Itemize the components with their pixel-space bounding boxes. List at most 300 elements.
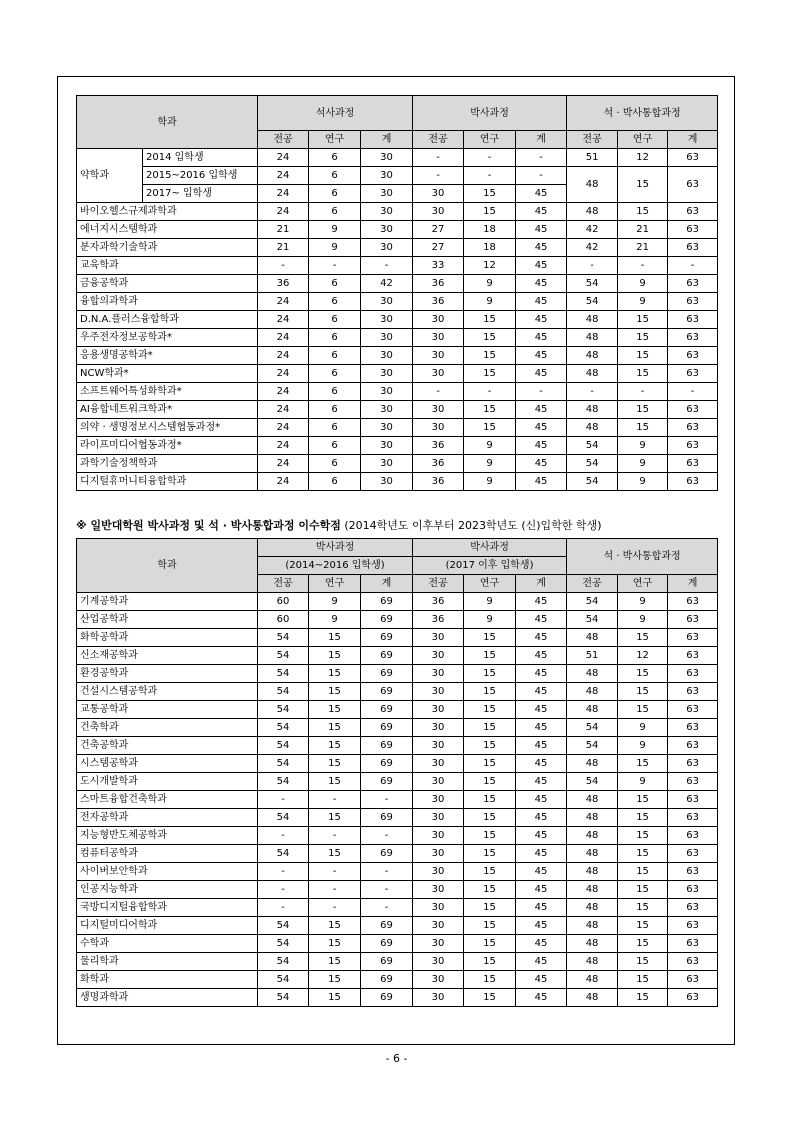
table-cell: 54 [258,629,309,647]
table-row [77,665,718,683]
table-cell: - [309,791,361,809]
table-cell: 24 [258,311,309,329]
table-cell: 63 [668,455,718,473]
table-cell: 45 [516,221,567,239]
subheader-cell: 전공 [413,575,464,593]
table-cell: 45 [516,593,567,611]
table-cell: 69 [361,845,413,863]
table-cell: - [618,257,668,275]
table-cell: 63 [668,971,718,989]
table-cell: - [516,149,567,167]
table-cell: 30 [413,989,464,1007]
subheader-cell: 연구 [309,575,361,593]
table-cell: 15 [618,365,668,383]
table-cell: 30 [413,419,464,437]
caption-normal: (2014학년도 이후부터 2023학년도 (신)입학한 학생) [340,519,602,532]
table-cell: 69 [361,971,413,989]
table-cell: - [309,257,361,275]
table-cell: 63 [668,791,718,809]
table-cell: 9 [309,239,361,257]
table-cell: 63 [668,401,718,419]
table-row [77,311,718,329]
table-cell: 48 [567,167,618,203]
table-row [77,419,718,437]
table-cell: 30 [361,293,413,311]
table-cell: 63 [668,917,718,935]
table-cell: 30 [413,845,464,863]
table-cell: 69 [361,629,413,647]
table-cell: - [309,881,361,899]
table-cell: 30 [413,329,464,347]
table-cell: 45 [516,989,567,1007]
table-cell: 15 [464,755,516,773]
doctoral-2014-period: (2014~2016 입학생) [258,557,413,575]
table-cell: 15 [464,899,516,917]
table-cell: 45 [516,473,567,491]
table-cell: 15 [464,701,516,719]
integrated-header: 석 · 박사통합과정 [567,96,718,131]
table-cell: 45 [516,401,567,419]
table-cell: 48 [567,365,618,383]
dept-name-cell: 교육학과 [77,257,258,275]
table-cell: 63 [668,203,718,221]
table-cell: 48 [567,665,618,683]
table-cell: 15 [618,863,668,881]
table-cell: 15 [309,773,361,791]
table-cell: 15 [618,629,668,647]
dept-name-cell: 과학기술정책학과 [77,455,258,473]
table-cell: 15 [464,629,516,647]
table-cell: 30 [413,347,464,365]
table-cell: 42 [567,239,618,257]
table-cell: 6 [309,455,361,473]
table-cell: 45 [516,845,567,863]
table-cell: 9 [464,455,516,473]
pharmacy-sub-cell: 2014 입학생 [143,149,258,167]
table-cell: 30 [413,311,464,329]
table-cell: 30 [361,473,413,491]
table-cell: 54 [567,773,618,791]
credits-table-1 [76,95,718,491]
table-cell: 15 [309,917,361,935]
table-cell: 15 [618,953,668,971]
subheader-cell: 계 [668,575,718,593]
table-cell: 45 [516,899,567,917]
table-cell: 30 [413,365,464,383]
table-cell: 45 [516,881,567,899]
table-cell: 42 [567,221,618,239]
table-cell: 45 [516,755,567,773]
table-cell: 6 [309,473,361,491]
table-cell: 36 [258,275,309,293]
table-cell: - [258,899,309,917]
table-cell: 15 [464,737,516,755]
table-cell: 69 [361,773,413,791]
table-cell: 54 [567,719,618,737]
table-cell: 15 [309,971,361,989]
table-cell: 45 [516,827,567,845]
table-cell: 69 [361,809,413,827]
table-cell: 54 [258,665,309,683]
table-cell: 12 [618,149,668,167]
table-cell: 15 [618,899,668,917]
table-cell: 9 [618,437,668,455]
table-cell: - [516,167,567,185]
dept-name-cell: 건축공학과 [77,737,258,755]
table-cell: - [464,383,516,401]
table-cell: 15 [618,401,668,419]
table-cell: - [258,881,309,899]
table-cell: 21 [618,239,668,257]
table-cell: 15 [464,989,516,1007]
table-cell: 63 [668,293,718,311]
table-cell: 15 [618,881,668,899]
table-cell: 69 [361,989,413,1007]
table-cell: 63 [668,809,718,827]
table-cell: 6 [309,149,361,167]
table-cell: 54 [258,971,309,989]
table-cell: 9 [464,611,516,629]
table-cell: 48 [567,917,618,935]
dept-name-cell: 사이버보안학과 [77,863,258,881]
table-cell: 15 [309,665,361,683]
table-cell: 48 [567,971,618,989]
table-cell: 48 [567,419,618,437]
table-cell: 63 [668,365,718,383]
table-cell: 24 [258,203,309,221]
dept-name-cell: 디지털미디어학과 [77,917,258,935]
pharmacy-dept-cell: 약학과 [77,149,143,203]
dept-name-cell: 기계공학과 [77,593,258,611]
dept-name-cell: 수학과 [77,935,258,953]
table-cell: 48 [567,401,618,419]
table-cell: 69 [361,917,413,935]
table-cell: 15 [464,953,516,971]
subheader-cell: 계 [668,131,718,149]
table-row [77,629,718,647]
table-row [77,275,718,293]
table-cell: - [258,863,309,881]
table-cell: 48 [567,329,618,347]
table-cell: 6 [309,401,361,419]
table-cell: 48 [567,791,618,809]
subheader-cell: 연구 [464,575,516,593]
table-cell: 63 [668,329,718,347]
table-cell: 15 [309,683,361,701]
table-cell: 24 [258,383,309,401]
table-cell: 69 [361,737,413,755]
table-cell: 54 [567,737,618,755]
table-cell: 15 [618,311,668,329]
table-row [77,167,718,185]
dept-name-cell: 의약 · 생명정보시스템협동과정* [77,419,258,437]
table-cell: 15 [618,347,668,365]
table-cell: 15 [464,419,516,437]
table-row [77,809,718,827]
dept-name-cell: 물리학과 [77,953,258,971]
table-row [77,257,718,275]
integrated-header: 석 · 박사통합과정 [567,539,718,575]
table-cell: 48 [567,683,618,701]
table-cell: 45 [516,737,567,755]
table-cell: 45 [516,419,567,437]
subheader-cell: 연구 [464,131,516,149]
table-cell: 48 [567,203,618,221]
dept-name-cell: NCW학과* [77,365,258,383]
table-cell: 48 [567,347,618,365]
pharmacy-sub-cell: 2017~ 입학생 [143,185,258,203]
table-cell: - [258,791,309,809]
table-cell: - [567,257,618,275]
table-cell: 69 [361,665,413,683]
table-cell: 9 [464,275,516,293]
table-cell: 9 [618,593,668,611]
table-cell: 54 [567,293,618,311]
table-cell: 24 [258,167,309,185]
table-cell: 15 [309,989,361,1007]
table-row [77,437,718,455]
table-cell: 60 [258,593,309,611]
table-cell: 36 [413,593,464,611]
table-cell: 30 [413,917,464,935]
subheader-cell: 계 [361,131,413,149]
table-cell: 9 [618,473,668,491]
table-cell: 45 [516,935,567,953]
table-cell: 15 [309,701,361,719]
table-cell: 30 [413,665,464,683]
table-cell: 15 [309,935,361,953]
table-cell: 63 [668,899,718,917]
table-row [77,827,718,845]
table-row [77,773,718,791]
dept-name-cell: 금융공학과 [77,275,258,293]
table-cell: 6 [309,167,361,185]
table-cell: 48 [567,701,618,719]
table-cell: 30 [413,953,464,971]
dept-name-cell: 신소재공학과 [77,647,258,665]
table-cell: 30 [361,167,413,185]
table-row [77,935,718,953]
table-cell: 63 [668,881,718,899]
table-cell: 15 [618,701,668,719]
doctoral-2017-header: 박사과정 [413,539,567,557]
table-row [77,293,718,311]
table-cell: 69 [361,701,413,719]
table-cell: 15 [464,347,516,365]
table-cell: 45 [516,365,567,383]
dept-name-cell: 건축학과 [77,719,258,737]
table-cell: 63 [668,719,718,737]
table-cell: 30 [413,827,464,845]
table-cell: 48 [567,989,618,1007]
table-cell: 30 [413,629,464,647]
table-cell: 54 [258,737,309,755]
table-cell: 45 [516,611,567,629]
table-cell: 30 [413,185,464,203]
caption-bold: ※ 일반대학원 박사과정 및 석 · 박사통합과정 이수학점 [76,519,341,532]
table-cell: 45 [516,917,567,935]
table-cell: - [361,899,413,917]
table-cell: - [668,257,718,275]
table-cell: 63 [668,701,718,719]
table-cell: 69 [361,593,413,611]
table-cell: 42 [361,275,413,293]
table-cell: 9 [618,611,668,629]
table-cell: 15 [464,683,516,701]
table-cell: 9 [464,473,516,491]
table-cell: 69 [361,683,413,701]
table-row [77,239,718,257]
table-cell: 6 [309,419,361,437]
table-cell: 15 [464,311,516,329]
table-cell: 45 [516,665,567,683]
table-cell: 15 [618,755,668,773]
table-row [77,737,718,755]
table-cell: 15 [464,665,516,683]
table-cell: 63 [668,611,718,629]
table-cell: 15 [618,167,668,203]
table-cell: 63 [668,311,718,329]
table-cell: 63 [668,935,718,953]
table-row [77,383,718,401]
table-cell: - [516,383,567,401]
table-cell: 45 [516,701,567,719]
table-cell: 48 [567,755,618,773]
table-cell: 63 [668,167,718,203]
table-cell: 24 [258,455,309,473]
table-row [77,203,718,221]
table-cell: 36 [413,293,464,311]
subheader-cell: 계 [361,575,413,593]
table-cell: 48 [567,845,618,863]
table-cell: 9 [618,773,668,791]
table-cell: 69 [361,755,413,773]
subheader-cell: 전공 [567,131,618,149]
table-cell: 45 [516,437,567,455]
page-number: - 6 - [385,1052,408,1065]
table-cell: 15 [309,629,361,647]
table-cell: 48 [567,935,618,953]
table-cell: - [258,827,309,845]
table-cell: 45 [516,293,567,311]
table-cell: 48 [567,827,618,845]
table-cell: 63 [668,683,718,701]
table-row [77,989,718,1007]
subheader-cell: 전공 [413,131,464,149]
table-cell: 48 [567,311,618,329]
table-cell: 45 [516,455,567,473]
table-cell: 45 [516,809,567,827]
table-cell: 15 [464,791,516,809]
table-row [77,611,718,629]
subheader-cell: 연구 [618,575,668,593]
table-cell: 30 [413,683,464,701]
table-cell: 30 [413,809,464,827]
subheader-cell: 전공 [258,131,309,149]
table-cell: 54 [258,845,309,863]
table-cell: 45 [516,791,567,809]
dept-name-cell: 건설시스템공학과 [77,683,258,701]
table-cell: 45 [516,239,567,257]
table-cell: 45 [516,971,567,989]
table-cell: 54 [258,809,309,827]
table-cell: 63 [668,863,718,881]
table-cell: 27 [413,239,464,257]
table-cell: 6 [309,311,361,329]
doctoral-2014-header: 박사과정 [258,539,413,557]
dept-name-cell: 국방디지털융합학과 [77,899,258,917]
table-cell: 36 [413,611,464,629]
table-cell: 15 [309,809,361,827]
table-cell: 63 [668,347,718,365]
dept-name-cell: 교통공학과 [77,701,258,719]
table-cell: 54 [258,953,309,971]
dept-name-cell: 시스템공학과 [77,755,258,773]
table-row [77,473,718,491]
table-cell: 15 [464,401,516,419]
table-cell: 54 [258,989,309,1007]
table-cell: 45 [516,773,567,791]
table-cell: 6 [309,329,361,347]
table-cell: 18 [464,221,516,239]
table-cell: 45 [516,185,567,203]
table-row [77,971,718,989]
table-cell: 24 [258,329,309,347]
table-row [77,455,718,473]
table-cell: 15 [464,329,516,347]
dept-name-cell: 라이프미디어협동과정* [77,437,258,455]
table-cell: 15 [309,647,361,665]
table-cell: 63 [668,989,718,1007]
table-cell: 63 [668,845,718,863]
table-cell: 30 [361,383,413,401]
table-cell: 45 [516,629,567,647]
table-cell: 63 [668,221,718,239]
table-cell: 6 [309,383,361,401]
dept-name-cell: 화학공학과 [77,629,258,647]
table-cell: 54 [567,473,618,491]
table-cell: 24 [258,347,309,365]
table-cell: 30 [361,221,413,239]
doctoral-2017-period: (2017 이후 입학생) [413,557,567,575]
table-cell: - [361,257,413,275]
table-row [77,719,718,737]
table-cell: - [361,863,413,881]
table-cell: - [309,899,361,917]
table-cell: 69 [361,935,413,953]
table-cell: 15 [464,647,516,665]
dept-name-cell: 우주전자정보공학과* [77,329,258,347]
table-cell: 30 [413,647,464,665]
table-cell: 69 [361,719,413,737]
table-cell: 15 [618,809,668,827]
table-cell: 15 [309,719,361,737]
table-cell: 30 [413,881,464,899]
table-row [77,221,718,239]
table-cell: 30 [413,401,464,419]
table-cell: 63 [668,755,718,773]
dept-header: 학과 [77,96,258,149]
table-cell: - [567,383,618,401]
table-cell: 24 [258,473,309,491]
table-cell: 15 [464,845,516,863]
dept-name-cell: 바이오헬스규제과학과 [77,203,258,221]
table-cell: 30 [361,239,413,257]
table-cell: 51 [567,647,618,665]
table-cell: 15 [618,845,668,863]
table-cell: 51 [567,149,618,167]
table-cell: 54 [567,593,618,611]
